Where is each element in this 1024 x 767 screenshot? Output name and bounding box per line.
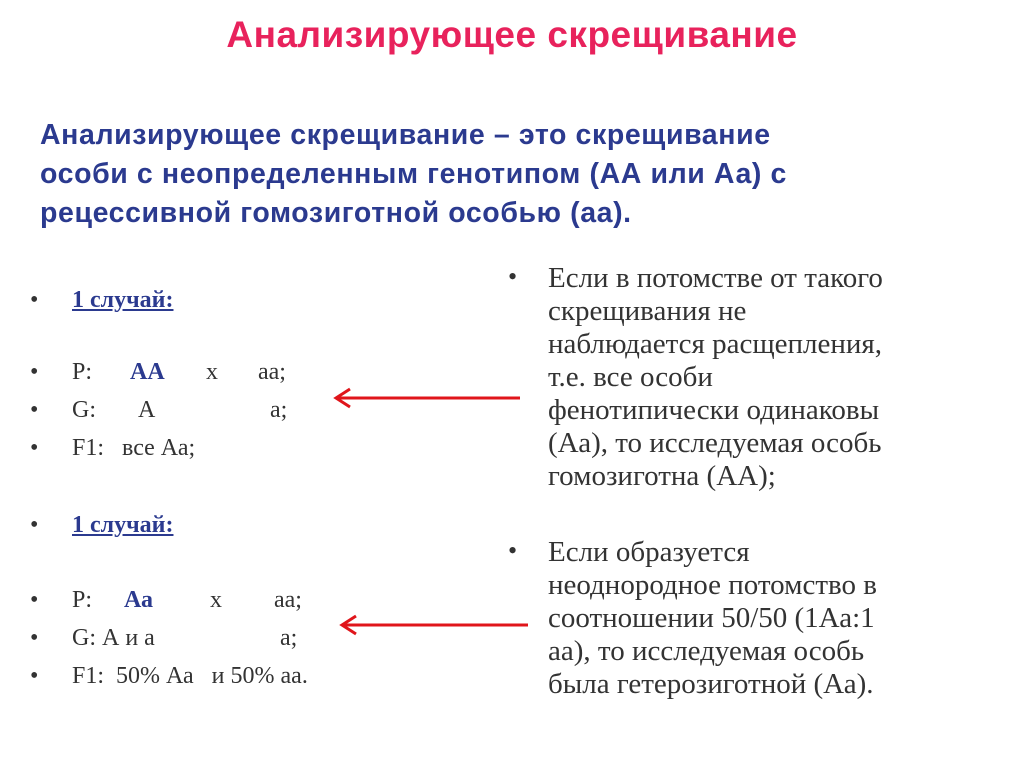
- bullet-dot: •: [30, 663, 39, 689]
- gametes-label: G:: [72, 397, 96, 423]
- explanation-line: (Аа), то исследуемая особь: [548, 427, 882, 459]
- gamete-right: а;: [280, 625, 298, 651]
- bullet-dot: •: [508, 262, 518, 291]
- explanation-line: Если образуется: [548, 536, 750, 568]
- f1-result: F1: 50% Аа и 50% аа.: [72, 663, 308, 689]
- bullet-dot: •: [30, 287, 39, 313]
- definition-line: Анализирующее скрещивание – это скрещивание: [40, 119, 771, 151]
- bullet-dot: •: [30, 435, 39, 461]
- parents-label: P:: [72, 587, 93, 613]
- arrow-1: [328, 386, 528, 410]
- arrow-2: [334, 613, 534, 637]
- case-2-label: 1 случай:: [72, 512, 174, 538]
- explanation-line: скрещивания не: [548, 295, 747, 327]
- slide-title: Анализирующее скрещивание: [226, 14, 798, 55]
- cross-sign: х: [210, 587, 222, 613]
- bullet-dot: •: [30, 359, 39, 385]
- definition-text: [40, 116, 1000, 233]
- explanation-line: была гетерозиготной (Аа).: [548, 668, 874, 700]
- explanation-line: аа), то исследуемая особь: [548, 635, 865, 667]
- gamete-right: а;: [270, 397, 288, 423]
- bullet-dot: •: [30, 587, 39, 613]
- bullet-dot: •: [508, 536, 518, 565]
- explanation-line: т.е. все особи: [548, 361, 713, 393]
- explanation-line: Если в потомстве от такого: [548, 262, 883, 294]
- definition-line: особи с неопределенным генотипом (АА или Аа) с: [40, 158, 787, 190]
- f1-result: F1: все Аа;: [72, 435, 196, 461]
- explanation-line: гомозиготна (АА);: [548, 460, 776, 492]
- parent-genotype: Аа: [124, 587, 154, 613]
- bullet-dot: •: [30, 512, 39, 538]
- bullet-dot: •: [30, 625, 39, 651]
- explanation-line: фенотипически одинаковы: [548, 394, 880, 426]
- gametes-label: G: А и а: [72, 625, 155, 651]
- bullet-dot: •: [30, 397, 39, 423]
- explanation-line: соотношении 50/50 (1Аа:1: [548, 602, 875, 634]
- parents-label: P:: [72, 359, 93, 385]
- partner-genotype: аа;: [274, 587, 302, 613]
- partner-genotype: аа;: [258, 359, 286, 385]
- case-1-label: 1 случай:: [72, 287, 174, 313]
- parent-genotype: АА: [130, 359, 165, 385]
- definition-line: рецессивной гомозиготной особью (аа).: [40, 197, 632, 229]
- cross-sign: х: [206, 359, 218, 385]
- gamete-left: А: [138, 397, 156, 423]
- explanation-line: наблюдается расщепления,: [548, 328, 883, 360]
- explanation-line: неоднородное потомство в: [548, 569, 877, 601]
